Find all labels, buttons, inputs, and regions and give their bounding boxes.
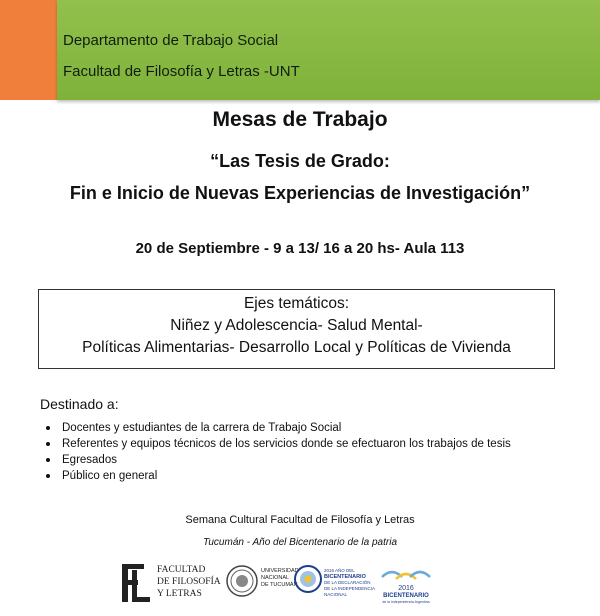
bicentenario-seal-icon [293,564,323,594]
bullet-icon [46,426,50,430]
audience-heading: Destinado a: [40,396,119,412]
list-item: Egresados [44,452,511,468]
bicentenario-seal-text: 2016 AÑO DEL BICENTENARIO DE LA DECLARACIÓN DE LA INDEPENDENCIA NACIONAL [324,568,376,597]
faculty-name: Facultad de Filosofía y Letras -UNT [63,63,300,80]
bullet-icon [46,458,50,462]
bicentenario-2016-year: 2016 [398,585,414,592]
ejes-heading: Ejes temáticos: [243,295,350,312]
bicentenario-2016-label: BICENTENARIO [383,593,429,599]
list-item: Referentes y equipos técnicos de los servicios donde se efectuaron los trabajos de tesis [44,436,511,452]
ejes-box [38,289,555,369]
list-item: Público en general [44,468,511,484]
header-green-box [57,0,600,100]
audience-list [44,420,511,484]
unt-seal-icon [225,564,259,598]
ejes-line2: Políticas Alimentarias- Desarrollo Local y Políticas de Vivienda [82,339,511,356]
logo-strip [118,560,438,610]
ffyl-logo-text: FACULTAD DE FILOSOFÍA Y LETRAS [157,565,221,599]
list-item: Docentes y estudiantes de la carrera de Trabajo Social [44,420,511,436]
bicentenario-2016-sub: de la Independencia Argentina [382,600,430,604]
bullet-icon [46,474,50,478]
ejes-line1: Niñez y Adolescencia- Salud Mental- [170,317,423,334]
event-title: Mesas de Trabajo [212,108,388,131]
event-subtitle-line2: Fin e Inicio de Nuevas Experiencias de Investigación” [69,183,531,203]
event-subtitle-line1: “Las Tesis de Grado: [210,151,390,171]
unt-logo-text: UNIVERSIDAD NACIONAL DE TUCUMÁN [261,568,299,588]
event-date: 20 de Septiembre - 9 a 13/ 16 a 20 hs- Aula 113 [135,240,465,257]
bicentenario-2016-logo-icon [378,565,434,605]
ffyl-logo-icon [118,560,152,606]
footer-semana: Semana Cultural Facultad de Filosofía y Letras [185,514,415,526]
bullet-icon [46,442,50,446]
department-name: Departamento de Trabajo Social [63,32,279,49]
footer-tucuman: Tucumán - Año del Bicentenario de la patria [203,537,397,548]
